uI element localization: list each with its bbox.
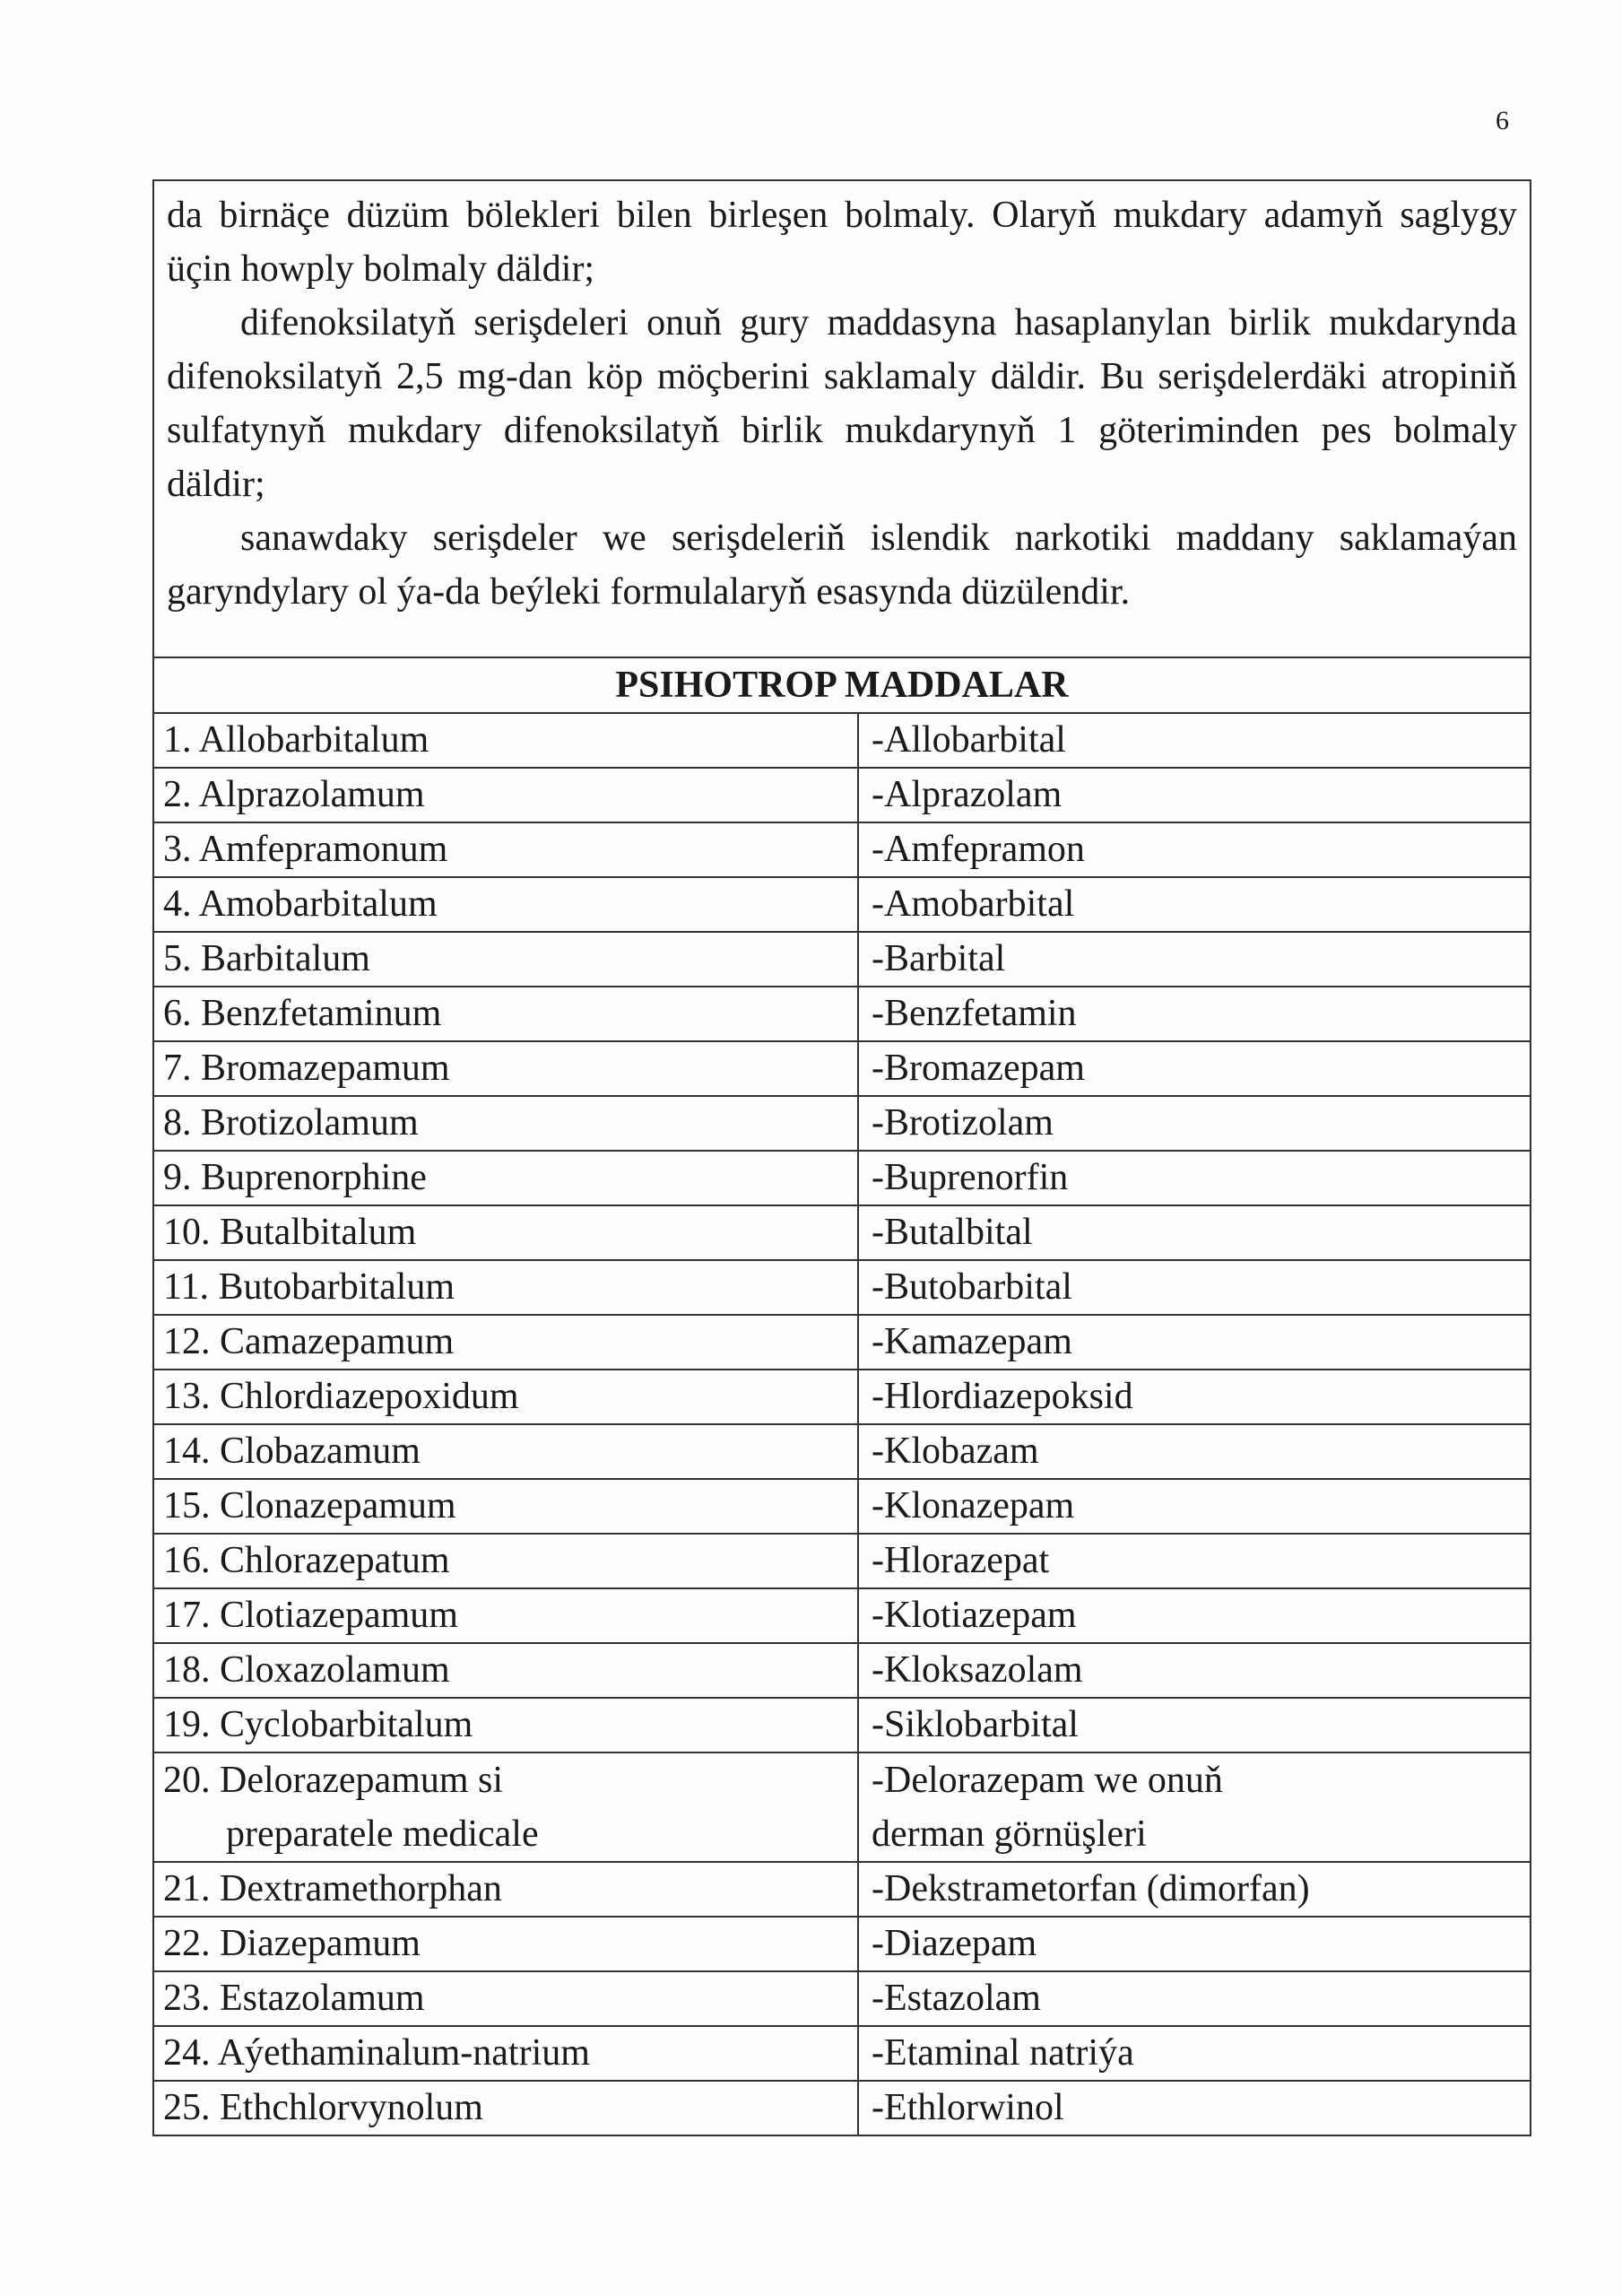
table-row <box>154 1041 1530 1096</box>
latin-name-cell <box>154 1041 858 1096</box>
table-row <box>154 1643 1530 1698</box>
latin-name-cell <box>154 1370 858 1424</box>
latin-name: 18. Cloxazolamum <box>163 1649 450 1691</box>
local-name: -Delorazepam we onuň <box>872 1760 1223 1801</box>
local-name: -Amfepramon <box>872 829 1085 870</box>
local-name-cell <box>858 822 1530 877</box>
local-name-cell <box>858 1260 1530 1315</box>
latin-name: 3. Amfepramonum <box>163 829 448 870</box>
local-name: -Estazolam <box>872 1978 1041 2019</box>
local-name-cell <box>858 2081 1530 2135</box>
local-name-cell <box>858 932 1530 987</box>
local-name: -Diazepam <box>872 1923 1037 1964</box>
local-name-cell <box>858 1424 1530 1479</box>
table-row <box>154 1260 1530 1315</box>
local-name-cell <box>858 1588 1530 1643</box>
latin-name: 22. Diazepamum <box>163 1923 421 1964</box>
local-name: -Siklobarbital <box>872 1704 1079 1745</box>
table-row <box>154 1588 1530 1643</box>
latin-name-cell <box>154 822 858 877</box>
local-name-cell <box>858 714 1530 768</box>
table-row <box>154 1151 1530 1205</box>
latin-name-cell <box>154 1315 858 1370</box>
latin-name: 9. Buprenorphine <box>163 1157 427 1198</box>
intro-paragraph-3: sanawdaky serişdeler we serişdeleriň islendik narkotiki maddany saklamaýan garyndylary ol ýa-da beýleki formulalaryň esasynda düzülendir. <box>167 517 1517 613</box>
latin-name: 2. Alprazolamum <box>163 774 425 815</box>
table-row <box>154 1096 1530 1151</box>
latin-name-continued: preparatele medicale <box>226 1813 539 1855</box>
local-name-cell <box>858 877 1530 932</box>
local-name-cell <box>858 1752 1530 1862</box>
latin-name-cell <box>154 1698 858 1752</box>
local-name: -Benzfetamin <box>872 993 1077 1034</box>
local-name-cell <box>858 1315 1530 1370</box>
table-row <box>154 1534 1530 1588</box>
latin-name: 14. Clobazamum <box>163 1431 421 1472</box>
latin-name: 5. Barbitalum <box>163 938 370 979</box>
local-name: -Butobarbital <box>872 1266 1072 1308</box>
latin-name: 1. Allobarbitalum <box>163 719 429 761</box>
local-name: -Alprazolam <box>872 774 1063 815</box>
local-name: -Brotizolam <box>872 1102 1054 1144</box>
latin-name: 8. Brotizolamum <box>163 1102 419 1144</box>
latin-name: 19. Cyclobarbitalum <box>163 1704 473 1745</box>
local-name: -Etaminal natriýa <box>872 2032 1134 2074</box>
local-name: -Barbital <box>872 938 1006 979</box>
latin-name-cell <box>154 1424 858 1479</box>
local-name: -Klonazepam <box>872 1485 1075 1526</box>
table-title: PSIHOTROP MADDALAR <box>154 658 1530 714</box>
latin-name: 4. Amobarbitalum <box>163 883 438 925</box>
local-name: -Dekstrametorfan (dimorfan) <box>872 1868 1310 1909</box>
latin-name-cell <box>154 1096 858 1151</box>
intro-paragraph-2: difenoksilatyň serişdeleri onuň gury maddasyna hasaplanylan birlik mukdarynda difenoksilatyň 2,5 mg-dan köp möçberini saklamaly däldir. Bu serişdelerdäki atropiniň sulfatynyň mukdary difenoksilatyň birlik mukdarynyň 1 göteriminden pes bolmaly däldir; <box>167 302 1517 505</box>
local-name-cell <box>858 1534 1530 1588</box>
table-row <box>154 1424 1530 1479</box>
table-row <box>154 1205 1530 1260</box>
table-row <box>154 1917 1530 1971</box>
substances-table <box>154 714 1530 2136</box>
table-row <box>154 714 1530 768</box>
local-name-cell <box>858 987 1530 1041</box>
latin-name-cell <box>154 1479 858 1534</box>
local-name-cell <box>858 2026 1530 2081</box>
latin-name: 10. Butalbitalum <box>163 1212 417 1253</box>
local-name: -Hlordiazepoksid <box>872 1376 1133 1417</box>
latin-name-cell <box>154 1862 858 1917</box>
table-row <box>154 1752 1530 1862</box>
local-name: -Kloksazolam <box>872 1649 1083 1691</box>
local-name-continued: derman görnüşleri <box>872 1813 1147 1855</box>
latin-name: 7. Bromazepamum <box>163 1048 450 1089</box>
local-name: -Kamazepam <box>872 1321 1072 1362</box>
page-number: 6 <box>1496 106 1509 135</box>
local-name-cell <box>858 1205 1530 1260</box>
local-name-cell <box>858 1862 1530 1917</box>
latin-name: 12. Camazepamum <box>163 1321 455 1362</box>
latin-name: 20. Delorazepamum si <box>163 1760 504 1801</box>
latin-name: 17. Clotiazepamum <box>163 1595 458 1636</box>
latin-name-cell <box>154 1643 858 1698</box>
latin-name: 24. Aýethaminalum-natrium <box>163 2032 590 2074</box>
table-row <box>154 1370 1530 1424</box>
latin-name-cell <box>154 768 858 822</box>
table-row <box>154 1315 1530 1370</box>
table-row <box>154 877 1530 932</box>
latin-name-cell <box>154 877 858 932</box>
latin-name-cell <box>154 1260 858 1315</box>
latin-name-cell <box>154 1205 858 1260</box>
latin-name-cell <box>154 2081 858 2135</box>
latin-name-cell <box>154 1534 858 1588</box>
latin-name-cell <box>154 1917 858 1971</box>
latin-name-cell <box>154 932 858 987</box>
latin-name-cell <box>154 1588 858 1643</box>
local-name: -Ethlorwinol <box>872 2087 1064 2128</box>
local-name: -Klotiazepam <box>872 1595 1077 1636</box>
latin-name: 23. Estazolamum <box>163 1978 425 2019</box>
latin-name: 21. Dextramethorphan <box>163 1868 502 1909</box>
table-row <box>154 822 1530 877</box>
local-name: -Buprenorfin <box>872 1157 1069 1198</box>
table-row <box>154 1862 1530 1917</box>
intro-text <box>154 181 1530 658</box>
table-row <box>154 1971 1530 2026</box>
table-row <box>154 987 1530 1041</box>
table-row <box>154 1698 1530 1752</box>
local-name-cell <box>858 1151 1530 1205</box>
local-name-cell <box>858 1917 1530 1971</box>
table-row <box>154 2026 1530 2081</box>
latin-name-cell <box>154 1151 858 1205</box>
local-name: -Bromazepam <box>872 1048 1085 1089</box>
local-name-cell <box>858 1041 1530 1096</box>
local-name: -Butalbital <box>872 1212 1033 1253</box>
local-name-cell <box>858 768 1530 822</box>
latin-name-cell <box>154 714 858 768</box>
local-name-cell <box>858 1971 1530 2026</box>
latin-name-cell <box>154 1971 858 2026</box>
local-name-cell <box>858 1698 1530 1752</box>
latin-name-cell <box>154 987 858 1041</box>
table-row <box>154 768 1530 822</box>
latin-name: 13. Chlordiazepoxidum <box>163 1376 519 1417</box>
latin-name: 11. Butobarbitalum <box>163 1266 455 1308</box>
local-name: -Klobazam <box>872 1431 1039 1472</box>
document-frame <box>152 179 1531 2136</box>
local-name: -Allobarbital <box>872 719 1066 761</box>
latin-name: 6. Benzfetaminum <box>163 993 442 1034</box>
table-row <box>154 1479 1530 1534</box>
latin-name-cell <box>154 1752 858 1862</box>
table-row <box>154 932 1530 987</box>
local-name: -Amobarbital <box>872 883 1075 925</box>
latin-name: 15. Clonazepamum <box>163 1485 456 1526</box>
local-name-cell <box>858 1479 1530 1534</box>
local-name-cell <box>858 1370 1530 1424</box>
latin-name: 25. Ethchlorvynolum <box>163 2087 483 2128</box>
local-name-cell <box>858 1096 1530 1151</box>
local-name-cell <box>858 1643 1530 1698</box>
latin-name-cell <box>154 2026 858 2081</box>
table-row <box>154 2081 1530 2135</box>
latin-name: 16. Chlorazepatum <box>163 1540 450 1581</box>
intro-paragraph-1: da birnäçe düzüm bölekleri bilen birleşen bolmaly. Olaryň mukdary adamyň saglygy üçin howply bolmaly däldir; <box>167 195 1517 290</box>
local-name: -Hlorazepat <box>872 1540 1050 1581</box>
